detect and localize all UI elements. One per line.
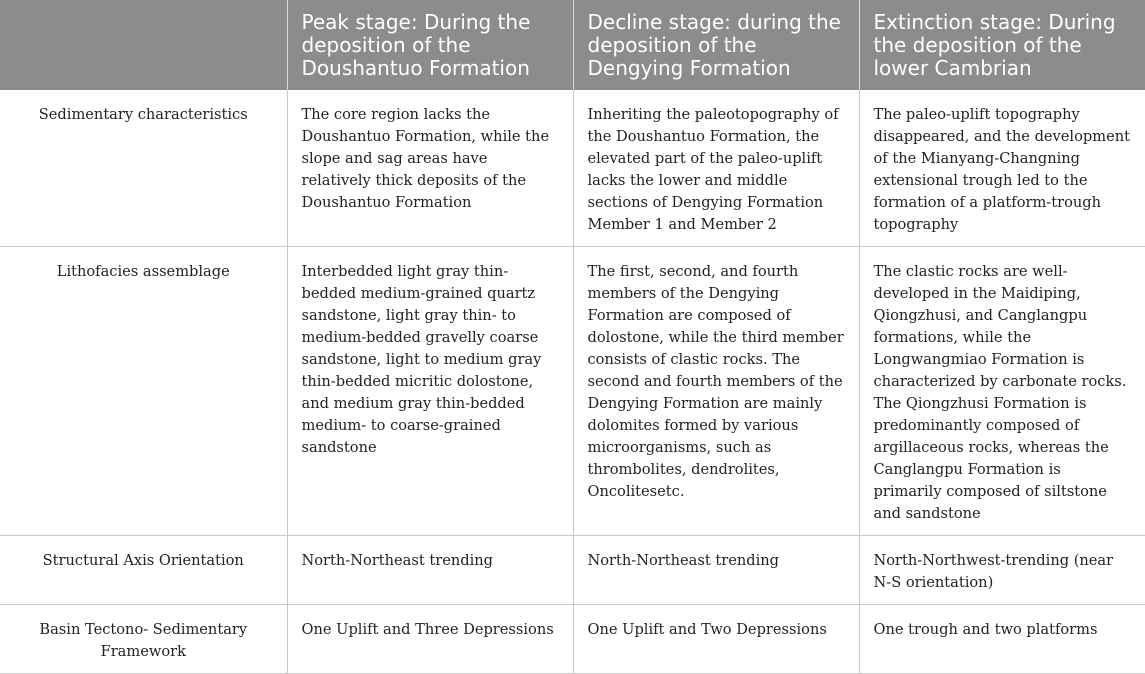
table-cell: Interbedded light gray thin-bedded medium-grained quartz sandstone, light gray thin- to medium-bedded gravelly coarse sandstone, light to medium gray thin-bedded micritic dolostone, and medium gray thin-bedded medium- to coarse-grained sandstone bbox=[287, 247, 573, 536]
header-cell-decline-stage: Decline stage: during the deposition of the Dengying Formation bbox=[573, 0, 859, 90]
row-label-structural-axis-orientation: Structural Axis Orientation bbox=[0, 536, 287, 605]
row-label-basin-framework: Basin Tectono- Sedimentary Framework bbox=[0, 605, 287, 674]
header-cell-blank bbox=[0, 0, 287, 90]
table-cell: One Uplift and Three Depressions bbox=[287, 605, 573, 674]
table-row bbox=[0, 605, 1145, 674]
header-cell-peak-stage: Peak stage: During the deposition of the Doushantuo Formation bbox=[287, 0, 573, 90]
table-body bbox=[0, 90, 1145, 674]
table-cell: North-Northwest-trending (near N-S orientation) bbox=[859, 536, 1145, 605]
header-row bbox=[0, 0, 1145, 90]
header-cell-extinction-stage: Extinction stage: During the deposition of the lower Cambrian bbox=[859, 0, 1145, 90]
table-cell: One Uplift and Two Depressions bbox=[573, 605, 859, 674]
table-cell: The core region lacks the Doushantuo Formation, while the slope and sag areas have relatively thick deposits of the Doushantuo Formation bbox=[287, 90, 573, 247]
table-cell: The clastic rocks are well-developed in the Maidiping, Qiongzhusi, and Canglangpu formations, while the Longwangmiao Formation is characterized by carbonate rocks. The Qiongzhusi Formation is predominantly composed of argillaceous rocks, whereas the Canglangpu Formation is primarily composed of siltstone and sandstone bbox=[859, 247, 1145, 536]
table-cell: The paleo-uplift topography disappeared, and the development of the Mianyang-Changning extensional trough led to the formation of a platform-trough topography bbox=[859, 90, 1145, 247]
table-cell: North-Northeast trending bbox=[287, 536, 573, 605]
table-row bbox=[0, 536, 1145, 605]
row-label-lithofacies-assemblage: Lithofacies assemblage bbox=[0, 247, 287, 536]
table-header bbox=[0, 0, 1145, 90]
table-row bbox=[0, 247, 1145, 536]
table-cell: North-Northeast trending bbox=[573, 536, 859, 605]
table-row bbox=[0, 90, 1145, 247]
table-cell: Inheriting the paleotopography of the Doushantuo Formation, the elevated part of the paleo-uplift lacks the lower and middle sections of Dengying Formation Member 1 and Member 2 bbox=[573, 90, 859, 247]
table-cell: The first, second, and fourth members of the Dengying Formation are composed of dolostone, while the third member consists of clastic rocks. The second and fourth members of the Dengying Formation are mainly dolomites formed by various microorganisms, such as thrombolites, dendrolites, Oncolitesetc. bbox=[573, 247, 859, 536]
table-cell: One trough and two platforms bbox=[859, 605, 1145, 674]
row-label-sedimentary-characteristics: Sedimentary characteristics bbox=[0, 90, 287, 247]
